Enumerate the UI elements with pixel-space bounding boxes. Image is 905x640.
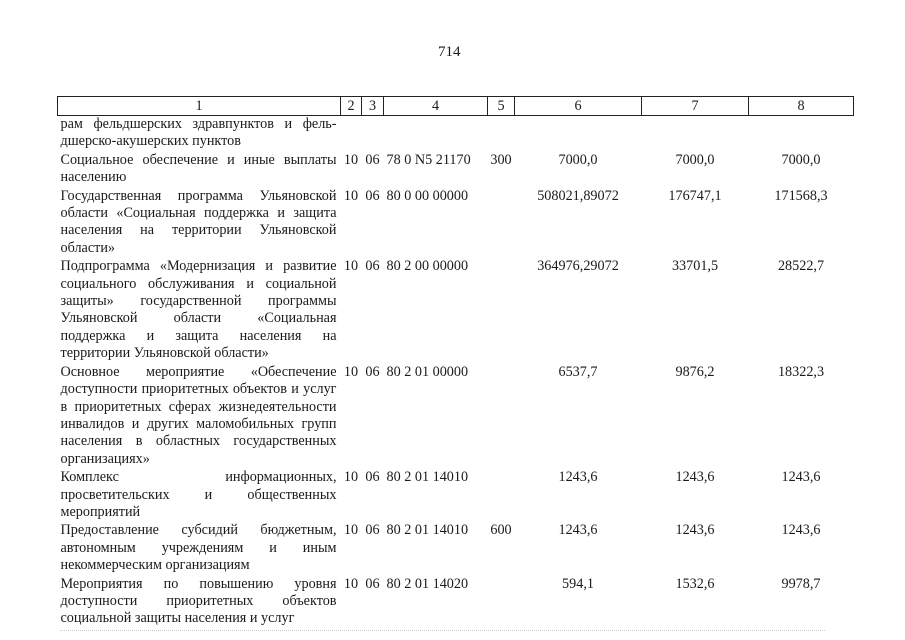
- table-row: [58, 522, 854, 575]
- expense-type-code: [488, 576, 515, 629]
- table-row: [58, 364, 854, 469]
- subsection-code: 06: [365, 363, 380, 380]
- target-article-code: 80 2 01 14010: [386, 469, 469, 486]
- column-header: 1: [58, 97, 341, 116]
- row-name: Предоставление субсидий бюджетным, автономным учреждениям и иным некоммерческим организациям: [60, 522, 337, 574]
- subsection-code: 06: [365, 258, 380, 275]
- amount-col-7: 9876,2: [675, 363, 715, 380]
- table-row: [58, 116, 854, 152]
- amount-col-7: [642, 116, 749, 152]
- amount-col-8: 18322,3: [777, 363, 825, 380]
- amount-col-8: 9978,7: [781, 575, 821, 592]
- amount-col-7: 33701,5: [671, 258, 719, 275]
- column-header: 6: [515, 97, 642, 116]
- amount-col-7: 176747,1: [668, 187, 722, 204]
- amount-col-6: 364976,29072: [537, 258, 619, 275]
- column-header: 3: [362, 97, 384, 116]
- target-article-code: [384, 116, 488, 152]
- amount-col-6: 1243,6: [558, 522, 598, 539]
- amount-col-6: [515, 116, 642, 152]
- section-code: 10: [343, 151, 359, 168]
- amount-col-6: 508021,89072: [537, 187, 619, 204]
- expense-type-code: [488, 364, 515, 469]
- target-article-code: 78 0 N5 21170: [386, 151, 471, 168]
- amount-col-7: 1243,6: [675, 522, 715, 539]
- amount-col-7: 7000,0: [675, 151, 715, 168]
- target-article-code: 80 0 00 00000: [386, 187, 469, 204]
- expense-type-code: [488, 258, 515, 363]
- expense-type-code: [488, 116, 515, 152]
- table-row: [58, 576, 854, 629]
- amount-col-6: 6537,7: [558, 363, 598, 380]
- subsection-code: 06: [365, 469, 380, 486]
- column-header: 2: [341, 97, 362, 116]
- scan-edge-line: [60, 630, 825, 631]
- row-name: рам фельдшерских здравпунктов и фель-дшерско-акушерских пунктов: [60, 116, 337, 150]
- row-name: Основное мероприятие «Обеспечение доступности приоритетных объектов и услуг в приоритетных сферах жизнедеятельности инвалидов и других маломобильных групп населения в областных государственных организациях»: [60, 363, 337, 467]
- subsection-code: [362, 116, 384, 152]
- expense-type-code: 600: [490, 522, 512, 539]
- expense-type-code: [488, 188, 515, 259]
- subsection-code: 06: [365, 187, 380, 204]
- section-code: 10: [343, 469, 359, 486]
- amount-col-6: 7000,0: [558, 151, 598, 168]
- amount-col-7: 1532,6: [675, 575, 715, 592]
- target-article-code: 80 2 01 00000: [386, 363, 469, 380]
- section-code: 10: [343, 522, 359, 539]
- row-name: Подпрограмма «Модернизация и развитие социального обслуживания и социальной защиты» государственной программы Ульяновской области «Социальная поддержка и защита населения на территории Ульяновской области»: [60, 258, 337, 362]
- amount-col-7: 1243,6: [675, 469, 715, 486]
- expense-type-code: [488, 469, 515, 522]
- page-number: 714: [438, 44, 461, 60]
- amount-col-8: 28522,7: [777, 258, 825, 275]
- row-name: Социальное обеспечение и иные выплаты населению: [60, 151, 337, 186]
- column-header: 8: [749, 97, 854, 116]
- table-row: [58, 258, 854, 363]
- target-article-code: 80 2 01 14020: [386, 575, 469, 592]
- section-code: 10: [343, 363, 359, 380]
- section-code: [341, 116, 362, 152]
- row-name: Мероприятия по повышению уровня доступности приоритетных объектов социальной защиты населения и услуг: [60, 575, 337, 627]
- subsection-code: 06: [365, 575, 380, 592]
- budget-table: [57, 96, 854, 629]
- amount-col-8: [749, 116, 854, 152]
- target-article-code: 80 2 00 00000: [386, 258, 469, 275]
- column-number-header: [58, 97, 854, 116]
- column-header: 4: [384, 97, 488, 116]
- amount-col-6: 594,1: [562, 575, 594, 592]
- subsection-code: 06: [365, 151, 380, 168]
- amount-col-8: 7000,0: [781, 151, 821, 168]
- expense-type-code: 300: [490, 151, 512, 168]
- section-code: 10: [343, 187, 359, 204]
- amount-col-6: 1243,6: [558, 469, 598, 486]
- section-code: 10: [343, 575, 359, 592]
- column-header: 7: [642, 97, 749, 116]
- column-header: 5: [488, 97, 515, 116]
- amount-col-8: 171568,3: [774, 187, 828, 204]
- row-name: Комплекс информационных, просветительских и общественных мероприятий: [60, 469, 337, 520]
- amount-col-8: 1243,6: [781, 469, 821, 486]
- target-article-code: 80 2 01 14010: [386, 522, 469, 539]
- subsection-code: 06: [365, 522, 380, 539]
- amount-col-8: 1243,6: [781, 522, 821, 539]
- row-name: Государственная программа Ульяновской области «Социальная поддержка и защита населения на территории Ульяновской области»: [60, 187, 337, 256]
- table-row: [58, 188, 854, 259]
- table-row: [58, 469, 854, 522]
- table-row: [58, 152, 854, 188]
- section-code: 10: [343, 258, 359, 275]
